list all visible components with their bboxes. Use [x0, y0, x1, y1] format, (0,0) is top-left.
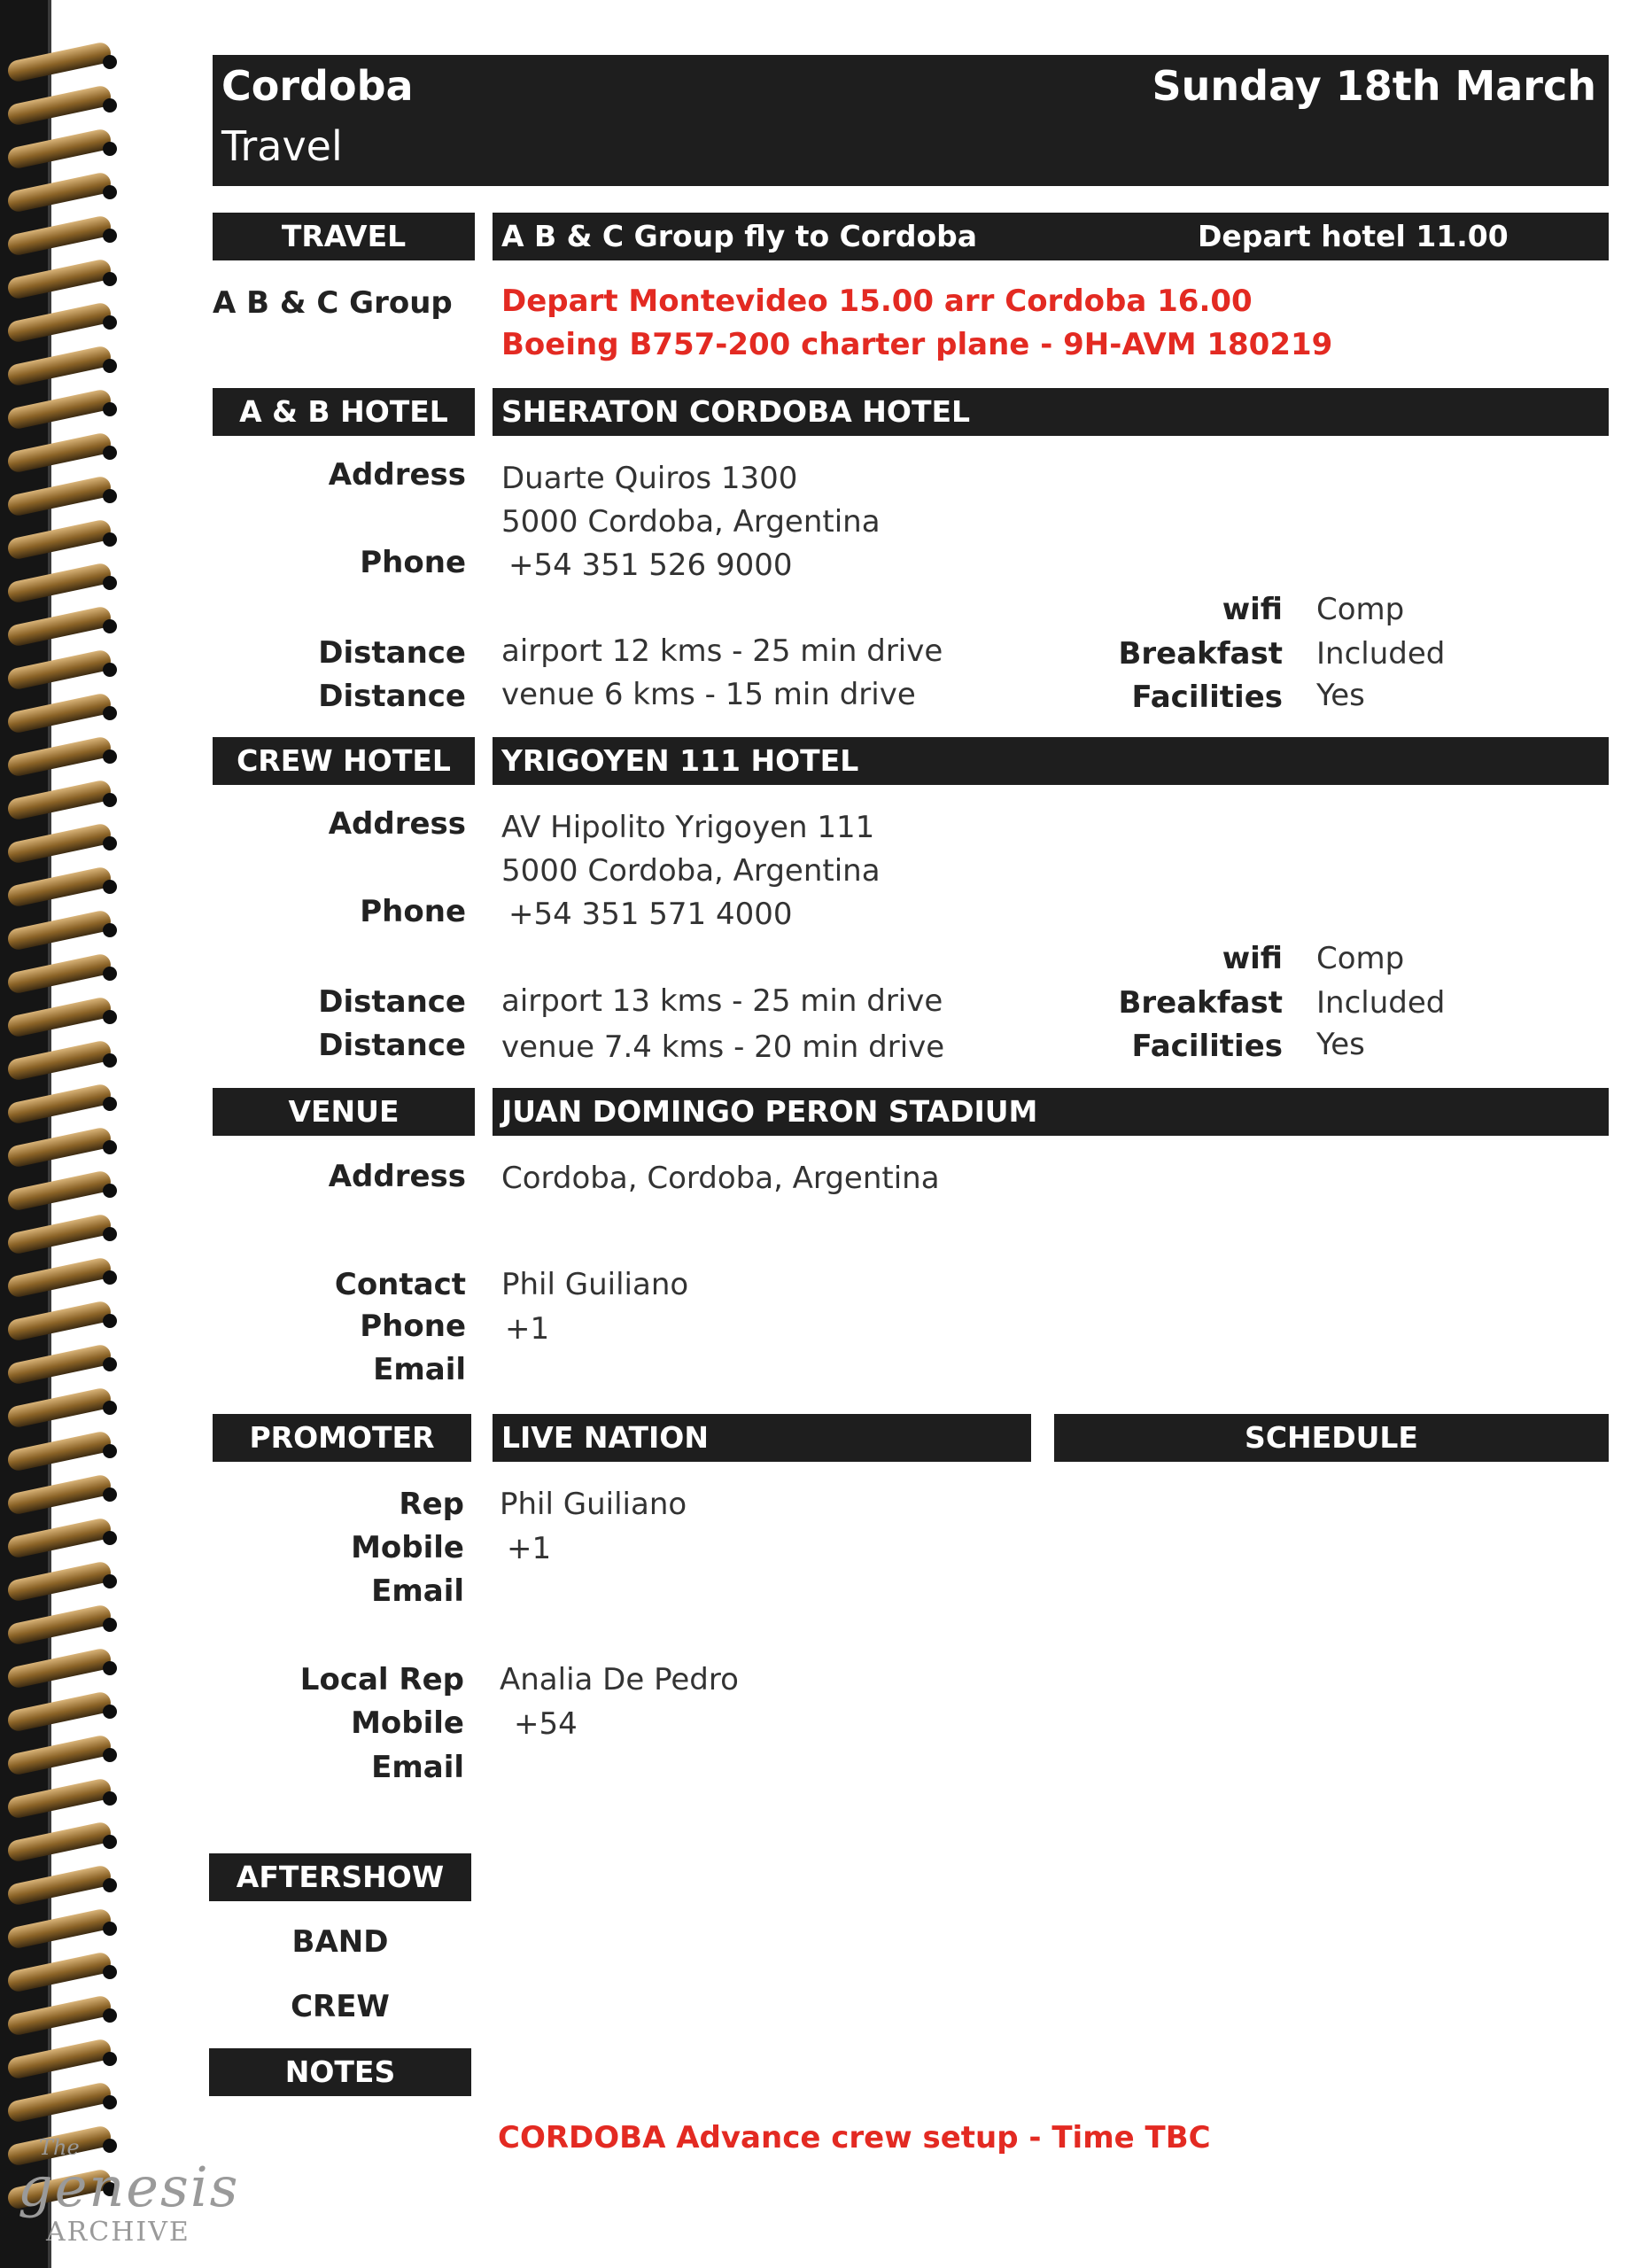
promoter-rep-label: Rep: [399, 1487, 464, 1522]
promoter-local-email-label: Email: [371, 1750, 464, 1785]
promoter-section-label: PROMOTER: [213, 1414, 471, 1462]
archive-watermark: The genesis ARCHIVE: [18, 2135, 240, 2248]
ab-wifi-value: Comp: [1316, 592, 1405, 627]
header-date: Sunday 18th March: [1152, 62, 1596, 110]
ab-address-line1: Duarte Quiros 1300: [501, 461, 798, 496]
crew-distance-venue: venue 7.4 kms - 20 min drive: [501, 1029, 945, 1065]
page-header: [213, 55, 1609, 186]
aftershow-section-label: AFTERSHOW: [209, 1853, 471, 1901]
promoter-local-rep-mobile: +54: [514, 1706, 578, 1742]
crew-distance-label-2: Distance: [318, 1028, 466, 1063]
crew-wifi-label: wifi: [1222, 941, 1283, 976]
crew-distance-airport: airport 13 kms - 25 min drive: [501, 983, 943, 1019]
ab-hotel-name: SHERATON CORDOBA HOTEL: [493, 388, 1609, 436]
ab-phone-label: Phone: [360, 545, 466, 580]
crew-facilities-label: Facilities: [1131, 1029, 1283, 1064]
promoter-email-label: Email: [371, 1573, 464, 1609]
ab-address-line2: 5000 Cordoba, Argentina: [501, 504, 881, 540]
venue-address-label: Address: [328, 1159, 466, 1194]
ab-hotel-section-label: A & B HOTEL: [213, 388, 475, 436]
notes-section-label: NOTES: [209, 2048, 471, 2096]
ab-facilities-label: Facilities: [1131, 680, 1283, 715]
crew-phone-label: Phone: [360, 894, 466, 929]
travel-title-bar: [493, 213, 1609, 260]
crew-address-label: Address: [328, 806, 466, 842]
aftershow-crew-label: CREW: [291, 1989, 390, 2024]
ab-distance-label-1: Distance: [318, 635, 466, 671]
crew-distance-label-1: Distance: [318, 984, 466, 1020]
schedule-header: SCHEDULE: [1054, 1414, 1609, 1462]
crew-breakfast-value: Included: [1316, 985, 1446, 1021]
ab-distance-label-2: Distance: [318, 679, 466, 714]
venue-contact: Phil Guiliano: [501, 1267, 689, 1302]
ab-facilities-value: Yes: [1316, 678, 1365, 713]
promoter-local-mobile-label: Mobile: [351, 1705, 464, 1741]
ab-phone: +54 351 526 9000: [508, 548, 793, 583]
aftershow-band-label: BAND: [291, 1924, 389, 1960]
promoter-local-rep: Analia De Pedro: [500, 1662, 739, 1697]
crew-address-line1: AV Hipolito Yrigoyen 111: [501, 810, 875, 845]
ab-address-label: Address: [328, 457, 466, 493]
venue-phone-label: Phone: [360, 1309, 466, 1344]
header-subtitle: Travel: [221, 122, 343, 170]
venue-email-label: Email: [373, 1352, 466, 1387]
crew-facilities-value: Yes: [1316, 1027, 1365, 1062]
crew-address-line2: 5000 Cordoba, Argentina: [501, 853, 881, 889]
notes-text: CORDOBA Advance crew setup - Time TBC: [498, 2120, 1211, 2155]
ab-distance-airport: airport 12 kms - 25 min drive: [501, 633, 943, 669]
header-city: Cordoba: [221, 62, 414, 110]
promoter-mobile-label: Mobile: [351, 1530, 464, 1565]
travel-depart: Depart hotel 11.00: [1198, 219, 1509, 253]
travel-group-label: A B & C Group: [213, 285, 453, 321]
promoter-name: LIVE NATION: [493, 1414, 1031, 1462]
travel-flight-line: Depart Montevideo 15.00 arr Cordoba 16.00: [501, 284, 1253, 319]
ab-breakfast-value: Included: [1316, 636, 1446, 672]
travel-section-label: TRAVEL: [213, 213, 475, 260]
venue-contact-label: Contact: [334, 1267, 466, 1302]
venue-phone: +1: [505, 1311, 550, 1347]
ab-breakfast-label: Breakfast: [1118, 636, 1283, 672]
promoter-rep-mobile: +1: [507, 1531, 552, 1566]
crew-hotel-section-label: CREW HOTEL: [213, 737, 475, 785]
crew-hotel-name: YRIGOYEN 111 HOTEL: [493, 737, 1609, 785]
venue-address: Cordoba, Cordoba, Argentina: [501, 1161, 940, 1196]
promoter-rep: Phil Guiliano: [500, 1487, 687, 1522]
crew-breakfast-label: Breakfast: [1118, 985, 1283, 1021]
ab-wifi-label: wifi: [1222, 592, 1283, 627]
venue-section-label: VENUE: [213, 1088, 475, 1136]
ab-distance-venue: venue 6 kms - 15 min drive: [501, 677, 916, 712]
crew-phone: +54 351 571 4000: [508, 897, 793, 932]
promoter-local-rep-label: Local Rep: [299, 1662, 464, 1697]
crew-wifi-value: Comp: [1316, 941, 1405, 976]
travel-aircraft-line: Boeing B757-200 charter plane - 9H-AVM 180219: [501, 327, 1333, 362]
travel-title: A B & C Group fly to Cordoba: [501, 219, 978, 253]
venue-name: JUAN DOMINGO PERON STADIUM: [493, 1088, 1609, 1136]
